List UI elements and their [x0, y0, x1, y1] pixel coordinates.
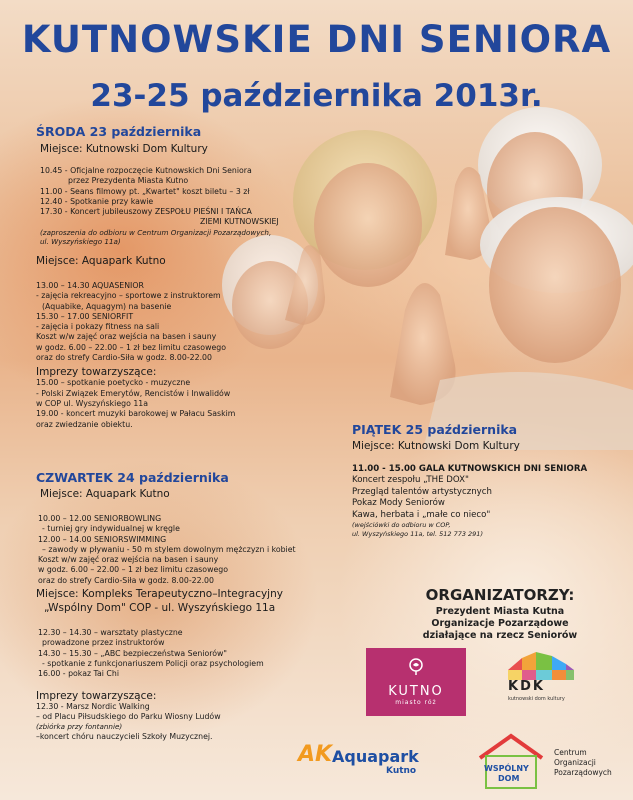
- thursday-events: [36, 702, 366, 742]
- kutno-tagline: miasto róż: [395, 699, 437, 706]
- wednesday-section: [36, 124, 366, 430]
- thursday-note: (zbiórka przy fontannie): [36, 722, 123, 732]
- cop-line: Organizacji: [554, 758, 596, 767]
- kdk-logo: [500, 650, 580, 710]
- thursday-venue-2: Miejsce: Kompleks Terapeutyczno–Integracyjny: [36, 588, 283, 601]
- thursday-schedule-2: [38, 628, 366, 679]
- wednesday-line: Koszt w/w zajęć oraz wejścia na basen i sauny: [36, 332, 217, 342]
- wednesday-line: oraz zwiedzanie obiektu.: [36, 419, 133, 429]
- friday-section: [352, 422, 627, 539]
- cop-line: Pozarządowych: [554, 768, 612, 777]
- wednesday-events-title: Imprezy towarzyszące:: [36, 366, 157, 379]
- friday-line: Kawa, herbata i „małe co nieco": [352, 509, 491, 520]
- thursday-day: CZWARTEK 24 października: [36, 470, 229, 485]
- wednesday-venue-2: Miejsce: Aquapark Kutno: [36, 254, 166, 267]
- wednesday-line: w COP ul. Wyszyńskiego 11a: [36, 398, 149, 408]
- wednesday-events: [36, 378, 366, 429]
- thursday-schedule-1: [38, 514, 366, 586]
- kutno-logo: [366, 648, 466, 716]
- aquapark-name: Aquapark: [332, 747, 419, 766]
- wspolny-dom-text-2: DOM: [498, 774, 520, 783]
- thursday-venue-1: Miejsce: Aquapark Kutno: [40, 488, 170, 500]
- thursday-line: 16.00 - pokaz Tai Chi: [38, 669, 119, 679]
- wednesday-line: 12.40 - Spotkanie przy kawie: [40, 196, 154, 206]
- organizer-line: Prezydent Miasta Kutna: [435, 606, 565, 617]
- poster-subtitle: 23-25 października 2013r.: [90, 78, 543, 114]
- thursday-line: - spotkanie z funkcjonariuszem Policji oraz psychologiem: [42, 658, 264, 668]
- wednesday-line: 11.00 - Seans filmowy pt. „Kwartet" koszt biletu – 3 zł: [40, 186, 250, 196]
- organizer-line: Organizacje Pozarządowe: [431, 618, 569, 629]
- aquapark-ak-mark: AK: [298, 742, 333, 767]
- friday-note: (wejściówki do odbioru w COP,: [352, 521, 451, 530]
- wednesday-note: ul. Wyszyńskiego 11a): [40, 237, 121, 247]
- thursday-line: 14.30 – 15.30 – „ABC bezpieczeństwa Seniorów": [38, 648, 228, 658]
- friday-line: Koncert zespołu „THE DOX": [352, 475, 469, 486]
- thursday-venue-2b: „Wspólny Dom" COP - ul. Wyszyńskiego 11a: [44, 602, 276, 615]
- cop-text: [554, 748, 612, 778]
- wednesday-schedule-1: [40, 166, 366, 247]
- wednesday-venue-1: Miejsce: Kutnowski Dom Kultury: [40, 143, 208, 155]
- wednesday-note: (zaproszenia do odbioru w Centrum Organizacji Pozarządowych,: [40, 227, 272, 237]
- thursday-section: [36, 470, 366, 742]
- kdk-letters: KDK: [508, 679, 545, 694]
- friday-headline: 11.00 - 15.00 GALA KUTNOWSKICH DNI SENIORA: [352, 464, 588, 474]
- wednesday-line: 10.45 - Oficjalne rozpoczęcie Kutnowskich Dni Seniora: [40, 166, 252, 175]
- thursday-line: prowadzone przez instruktorów: [42, 638, 165, 648]
- wednesday-line: - zajęcia i pokazy fitness na sali: [36, 322, 160, 332]
- wednesday-line: 19.00 - koncert muzyki barokowej w Pałacu Saskim: [36, 409, 236, 419]
- wednesday-line: - Polski Związek Emerytów, Rencistów i Inwalidów: [36, 388, 231, 398]
- thursday-line: 12.30 - Marsz Nordic Walking: [36, 701, 150, 711]
- wednesday-line: przez Prezydenta Miasta Kutno: [68, 176, 189, 186]
- friday-venue: Miejsce: Kutnowski Dom Kultury: [352, 440, 520, 452]
- wednesday-line: 15.00 – spotkanie poetycko - muzyczne: [36, 378, 191, 388]
- thursday-line: w godz. 6.00 – 22.00 – 1 zł bez limitu czasowego: [38, 565, 228, 575]
- friday-day: PIĄTEK 25 października: [352, 422, 518, 437]
- wspolny-dom-text-1: WSPÓLNY: [484, 764, 529, 773]
- friday-line: Pokaz Mody Seniorów: [352, 498, 445, 509]
- thursday-line: – od Placu Piłsudskiego do Parku Wiosny Ludów: [36, 711, 221, 721]
- thursday-line: –koncert chóru nauczycieli Szkoły Muzycznej.: [36, 731, 213, 741]
- wednesday-line: 15.30 – 17.00 SENIORFIT: [36, 311, 134, 321]
- thursday-line: 10.00 – 12.00 SENIORBOWLING: [38, 514, 162, 523]
- friday-schedule: [352, 464, 627, 539]
- organizers-title: ORGANIZATORZY:: [425, 586, 575, 604]
- aquapark-city: Kutno: [386, 766, 417, 776]
- wednesday-line: (Aquabike, Aquagym) na basenie: [42, 301, 172, 311]
- poster-title: KUTNOWSKIE DNI SENIORA: [21, 18, 612, 61]
- thursday-line: Koszt w/w zajęć oraz wejścia na basen i sauny: [38, 555, 219, 565]
- aquapark-logo: [298, 742, 438, 782]
- wednesday-line: ZIEMI KUTNOWSKIEJ: [200, 217, 279, 227]
- wednesday-line: 17.30 - Koncert jubileuszowy ZESPOŁU PIEŚNI I TAŃCA: [40, 207, 252, 217]
- cop-line: Centrum: [554, 748, 587, 757]
- thursday-events-title: Imprezy towarzyszące:: [36, 689, 157, 702]
- kdk-subtitle: kutnowski dom kultury: [508, 696, 565, 702]
- thursday-line: 12.30 – 14.30 – warsztaty plastyczne: [38, 628, 183, 638]
- wednesday-line: - zajęcia rekreacyjno – sportowe z instruktorem: [36, 291, 221, 301]
- friday-line: Przegląd talentów artystycznych: [352, 486, 492, 497]
- organizers-section: [366, 586, 633, 642]
- thursday-line: oraz do strefy Cardio-Siła w godz. 8.00-22.00: [38, 575, 214, 585]
- friday-note: ul. Wyszyńskiego 11a, tel. 512 773 291): [352, 530, 483, 539]
- rose-icon: [406, 656, 426, 676]
- wednesday-day: ŚRODA 23 października: [36, 124, 202, 139]
- wednesday-schedule-2: [36, 281, 366, 363]
- wednesday-line: 13.00 – 14.30 AQUASENIOR: [36, 280, 144, 290]
- wednesday-line: w godz. 6.00 – 22.00 – 1 zł bez limitu czasowego: [36, 342, 226, 352]
- wspolny-dom-logo: [476, 732, 633, 794]
- thursday-line: - turniej gry indywidualnej w kręgle: [42, 524, 180, 534]
- wednesday-line: oraz do strefy Cardio-Siła w godz. 8.00-22.00: [36, 353, 212, 363]
- organizer-line: działające na rzecz Seniorów: [422, 630, 578, 641]
- thursday-line: 12.00 – 14.00 SENIORSWIMMING: [38, 534, 167, 544]
- kutno-name: KUTNO: [388, 684, 444, 699]
- thursday-line: – zawody w pływaniu - 50 m stylem dowolnym mężczyzn i kobiet: [42, 544, 296, 554]
